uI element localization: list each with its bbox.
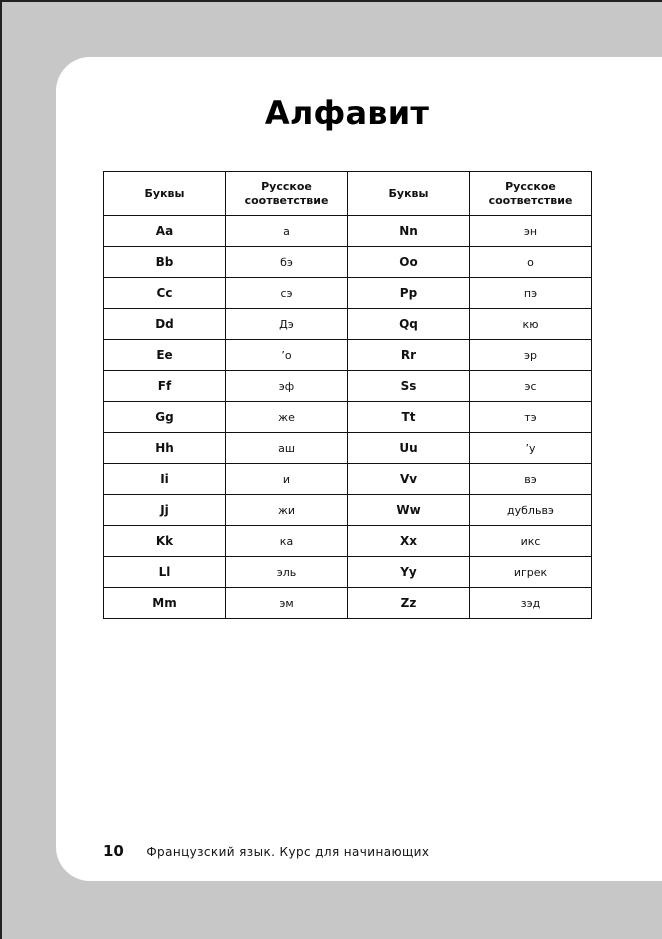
- table-row: [104, 371, 592, 402]
- table-row: [104, 340, 592, 371]
- letter-right-cell: Yy: [348, 557, 470, 588]
- russian-left-cell: же: [226, 402, 348, 433]
- letter-right-cell: Qq: [348, 309, 470, 340]
- russian-left-cell: бэ: [226, 247, 348, 278]
- book-title: Французский язык. Курс для начинающих: [146, 845, 430, 859]
- letter-left-cell: Gg: [104, 402, 226, 433]
- table-row: [104, 495, 592, 526]
- russian-right-cell: кю: [470, 309, 592, 340]
- letter-left-cell: Kk: [104, 526, 226, 557]
- letter-right-cell: Nn: [348, 216, 470, 247]
- russian-right-cell: эс: [470, 371, 592, 402]
- letter-right-cell: Ss: [348, 371, 470, 402]
- table-row: [104, 247, 592, 278]
- letter-left-cell: Ff: [104, 371, 226, 402]
- letter-left-cell: Mm: [104, 588, 226, 619]
- table-row: [104, 402, 592, 433]
- russian-right-cell: игрек: [470, 557, 592, 588]
- header-russian-right: Русское соответствие: [470, 172, 592, 216]
- letter-left-cell: Ee: [104, 340, 226, 371]
- russian-left-cell: ка: [226, 526, 348, 557]
- russian-right-cell: дубльвэ: [470, 495, 592, 526]
- letter-right-cell: Uu: [348, 433, 470, 464]
- russian-right-cell: тэ: [470, 402, 592, 433]
- letter-left-cell: Hh: [104, 433, 226, 464]
- table-row: [104, 433, 592, 464]
- table-row: [104, 588, 592, 619]
- table-body: [104, 216, 592, 619]
- russian-left-cell: и: [226, 464, 348, 495]
- letter-right-cell: Vv: [348, 464, 470, 495]
- letter-right-cell: Tt: [348, 402, 470, 433]
- alphabet-table: [103, 171, 592, 619]
- russian-left-cell: сэ: [226, 278, 348, 309]
- letter-right-cell: Ww: [348, 495, 470, 526]
- letter-left-cell: Dd: [104, 309, 226, 340]
- letter-right-cell: Xx: [348, 526, 470, 557]
- russian-right-cell: ʼу: [470, 433, 592, 464]
- russian-left-cell: а: [226, 216, 348, 247]
- page-number: 10: [103, 842, 124, 860]
- table-row: [104, 216, 592, 247]
- russian-right-cell: о: [470, 247, 592, 278]
- header-letters-right: Буквы: [348, 172, 470, 216]
- russian-left-cell: эм: [226, 588, 348, 619]
- table-header: [104, 172, 592, 216]
- russian-right-cell: эр: [470, 340, 592, 371]
- table-row: [104, 309, 592, 340]
- russian-right-cell: эн: [470, 216, 592, 247]
- table-row: [104, 278, 592, 309]
- russian-left-cell: жи: [226, 495, 348, 526]
- russian-left-cell: Дэ: [226, 309, 348, 340]
- russian-right-cell: вэ: [470, 464, 592, 495]
- letter-left-cell: Jj: [104, 495, 226, 526]
- letter-left-cell: Ll: [104, 557, 226, 588]
- russian-right-cell: зэд: [470, 588, 592, 619]
- letter-right-cell: Oo: [348, 247, 470, 278]
- russian-right-cell: пэ: [470, 278, 592, 309]
- letter-right-cell: Rr: [348, 340, 470, 371]
- header-russian-left: Русское соответствие: [226, 172, 348, 216]
- letter-left-cell: Cc: [104, 278, 226, 309]
- letter-right-cell: Zz: [348, 588, 470, 619]
- russian-right-cell: икс: [470, 526, 592, 557]
- russian-left-cell: ʼо: [226, 340, 348, 371]
- letter-left-cell: Bb: [104, 247, 226, 278]
- letter-right-cell: Pp: [348, 278, 470, 309]
- page-footer: [103, 842, 429, 861]
- letter-left-cell: Ii: [104, 464, 226, 495]
- page-title: Алфавит: [264, 94, 430, 132]
- table-header-row: [104, 172, 592, 216]
- table-row: [104, 526, 592, 557]
- header-letters-left: Буквы: [104, 172, 226, 216]
- russian-left-cell: аш: [226, 433, 348, 464]
- russian-left-cell: эф: [226, 371, 348, 402]
- letter-left-cell: Aa: [104, 216, 226, 247]
- table-row: [104, 557, 592, 588]
- russian-left-cell: эль: [226, 557, 348, 588]
- table-row: [104, 464, 592, 495]
